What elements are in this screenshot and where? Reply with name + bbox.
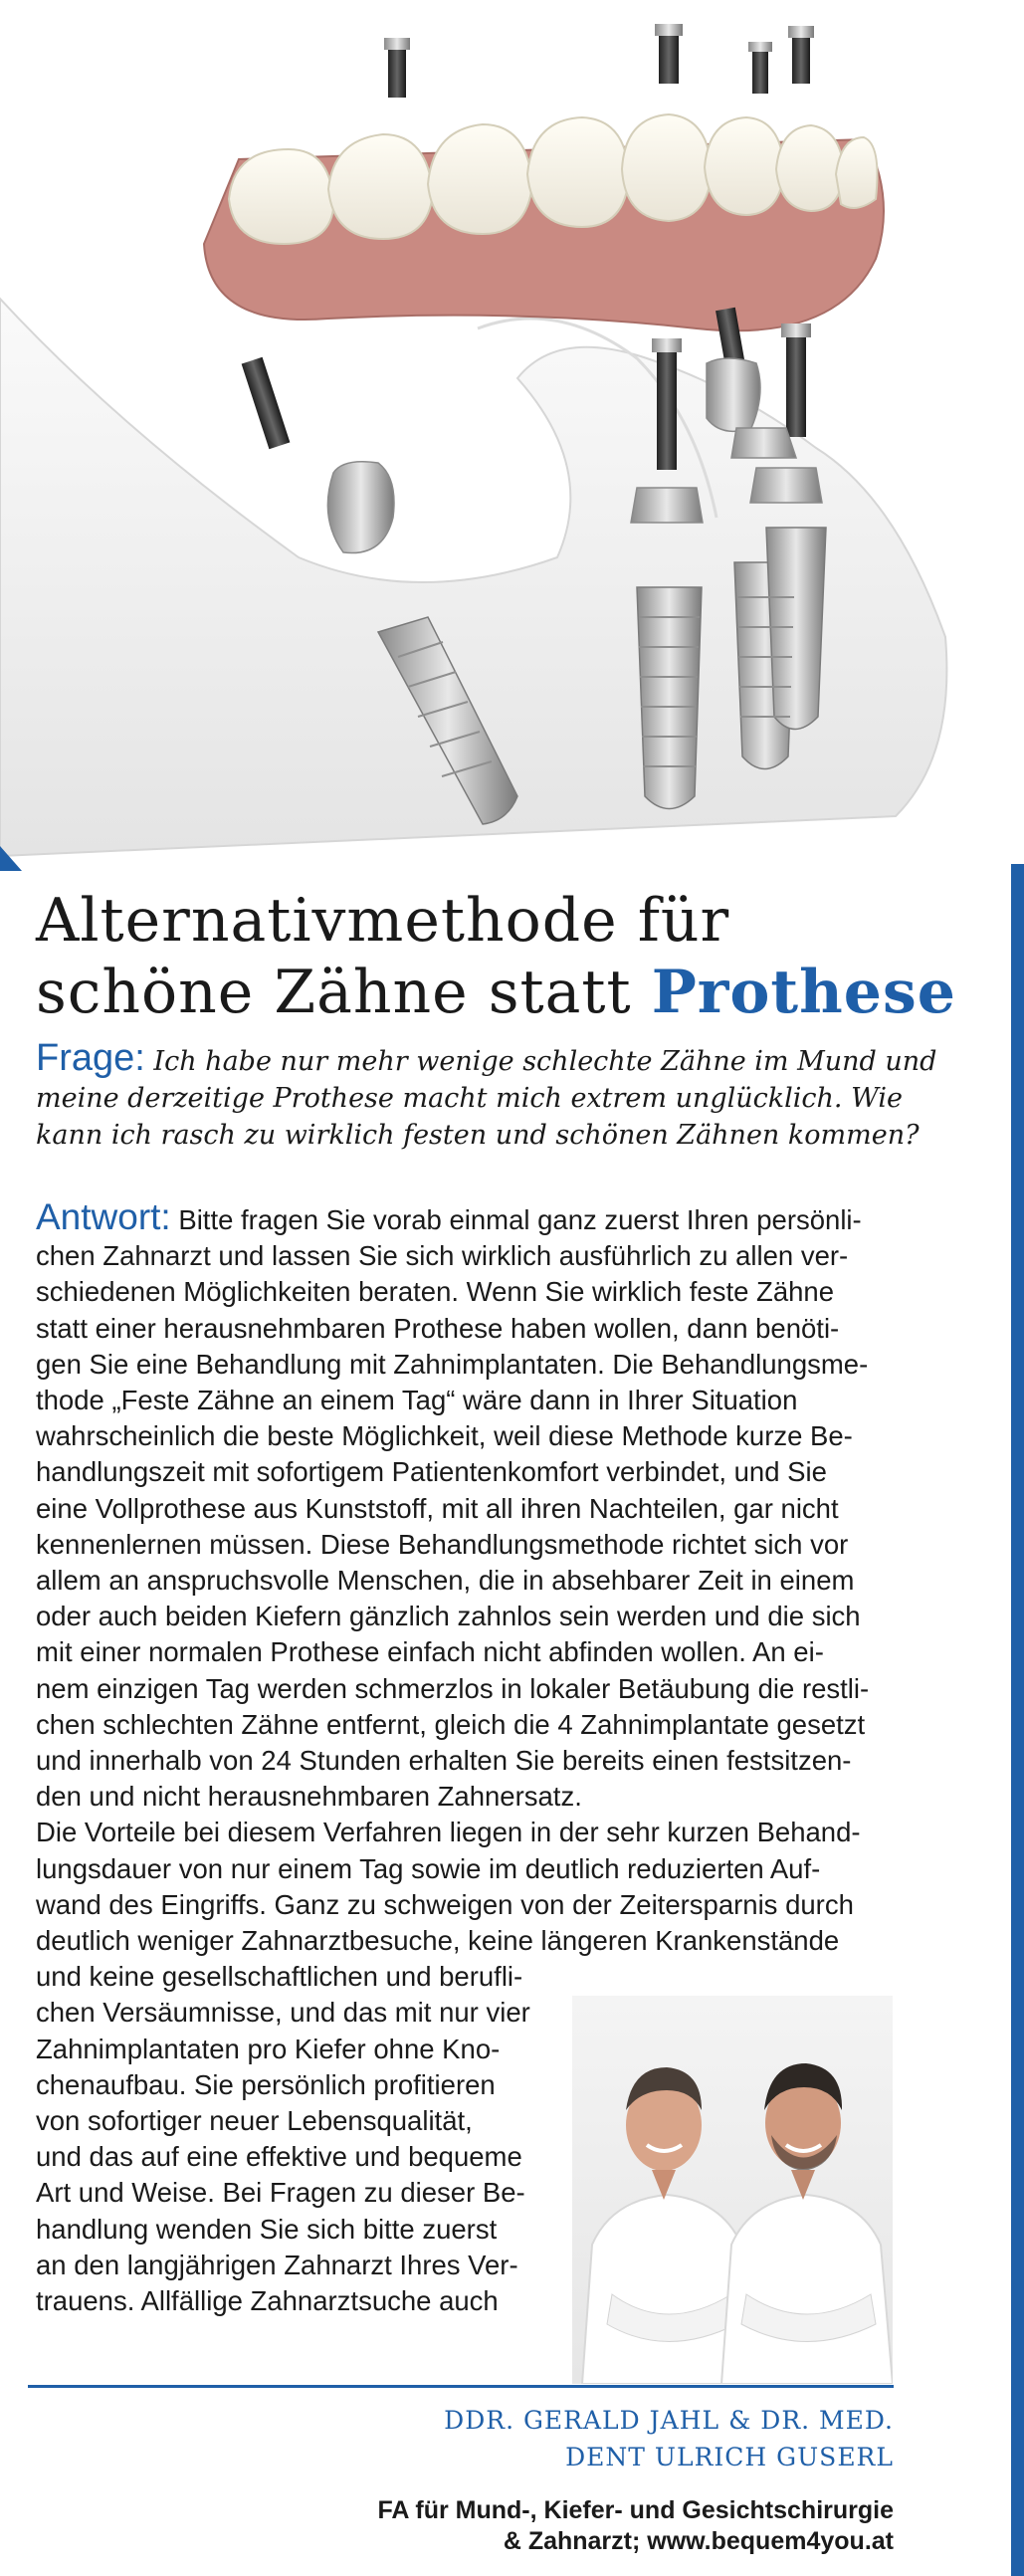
answer-text: Bitte fragen Sie vorab einmal ganz zuerst Ihren persönli- xyxy=(178,1204,862,1235)
answer-text: trauens. Allfällige Zahnarztsuche auch xyxy=(36,2285,499,2317)
headline-accent: Prothese xyxy=(651,958,956,1027)
answer-text: Die Vorteile bei diesem Verfahren liegen in der sehr kurzen Behand- xyxy=(36,1817,861,1848)
answer-text: schiedenen Möglichkeiten beraten. Wenn Sie wirklich feste Zähne xyxy=(36,1276,835,1308)
answer-text: eine Vollprothese aus Kunststoff, mit all ihren Nachteilen, gar nicht xyxy=(36,1492,839,1524)
answer-label: Antwort: xyxy=(36,1196,171,1237)
answer-text: oder auch beiden Kiefern gänzlich zahnlos sein werden und die sich xyxy=(36,1601,861,1632)
divider xyxy=(28,2385,894,2388)
answer-text: kennenlernen müssen. Diese Behandlungsmethode richtet sich vor xyxy=(36,1528,849,1560)
answer-text: und innerhalb von 24 Stunden erhalten Sie bereits einen festsitzen- xyxy=(36,1745,852,1777)
answer-text: thode „Feste Zähne an einem Tag“ wäre dann in Ihrer Situation xyxy=(36,1385,798,1416)
answer-text: nem einzigen Tag werden schmerzlos in lokaler Betäubung die restli- xyxy=(36,1672,870,1704)
question-block xyxy=(36,1037,937,1154)
answer-text: Art und Weise. Bei Fragen zu dieser Be- xyxy=(36,2177,525,2209)
answer-text: allem an anspruchsvolle Menschen, die in absehbarer Zeit in einem xyxy=(36,1565,855,1597)
answer-text: handlungszeit mit sofortigem Patientenkomfort verbindet, und Sie xyxy=(36,1456,827,1488)
headline-line-1: Alternativmethode für xyxy=(36,886,730,956)
answer-text: wand des Eingriffs. Ganz zu schweigen von der Zeitersparnis durch xyxy=(36,1888,854,1920)
affiliation-line-2: & Zahnarzt; www.bequem4you.at xyxy=(503,2527,894,2555)
answer-text: statt einer herausnehmbaren Prothese haben wollen, dann benöti- xyxy=(36,1312,840,1344)
answer-text: wahrscheinlich die beste Möglichkeit, weil diese Methode kurze Be- xyxy=(36,1420,853,1452)
headline-line-2 xyxy=(36,958,956,1027)
answer-text: chen Zahnarzt und lassen Sie sich wirklich ausführlich zu allen ver- xyxy=(36,1240,849,1272)
answer-text: chen Versäumnisse, und das mit nur vier xyxy=(36,1997,530,2029)
answer-text: chenaufbau. Sie persönlich profitieren xyxy=(36,2068,496,2100)
headline-plain: schöne Zähne statt xyxy=(36,958,632,1027)
answer-text: den und nicht herausnehmbaren Zahnersatz. xyxy=(36,1781,582,1813)
answer-text: handlung wenden Sie sich bitte zuerst xyxy=(36,2213,498,2245)
answer-text: mit einer normalen Prothese einfach nicht abfinden wollen. An ei- xyxy=(36,1636,824,1668)
author-line-2: DENT ULRICH GUSERL xyxy=(565,2443,894,2471)
affiliation-line-1: FA für Mund-, Kiefer- und Gesichtschirurgie xyxy=(377,2496,894,2524)
answer-text: von sofortiger neuer Lebensqualität, xyxy=(36,2105,473,2137)
question-text: Ich habe nur mehr wenige schlechte Zähne im Mund und xyxy=(153,1046,937,1077)
answer-text: chen schlechten Zähne entfernt, gleich die 4 Zahnimplantate gesetzt xyxy=(36,1708,866,1740)
implant-illustration xyxy=(0,0,1024,871)
question-text: meine derzeitige Prothese macht mich extrem unglücklich. Wie xyxy=(36,1083,903,1114)
author-block xyxy=(444,2402,894,2475)
accent-rule xyxy=(1011,864,1024,2576)
question-label: Frage: xyxy=(36,1037,145,1079)
answer-text: und das auf eine effektive und bequeme xyxy=(36,2141,522,2173)
dentists-photo xyxy=(572,1996,893,2384)
answer-text: Zahnimplantaten pro Kiefer ohne Kno- xyxy=(36,2033,501,2064)
question-text: kann ich rasch zu wirklich festen und schönen Zähnen kommen? xyxy=(36,1120,920,1151)
answer-text: gen Sie eine Behandlung mit Zahnimplantaten. Die Behandlungsme- xyxy=(36,1348,869,1380)
affiliation-block xyxy=(377,2495,894,2557)
answer-text: deutlich weniger Zahnarztbesuche, keine längeren Krankenstände xyxy=(36,1925,840,1957)
author-line-1: DDR. GERALD JAHL & DR. MED. xyxy=(444,2406,894,2435)
answer-text: an den langjährigen Zahnarzt Ihres Ver- xyxy=(36,2249,518,2280)
answer-text: und keine gesellschaftlichen und berufli- xyxy=(36,1961,523,1993)
answer-text: lungsdauer von nur einem Tag sowie im deutlich reduzierten Auf- xyxy=(36,1852,821,1884)
